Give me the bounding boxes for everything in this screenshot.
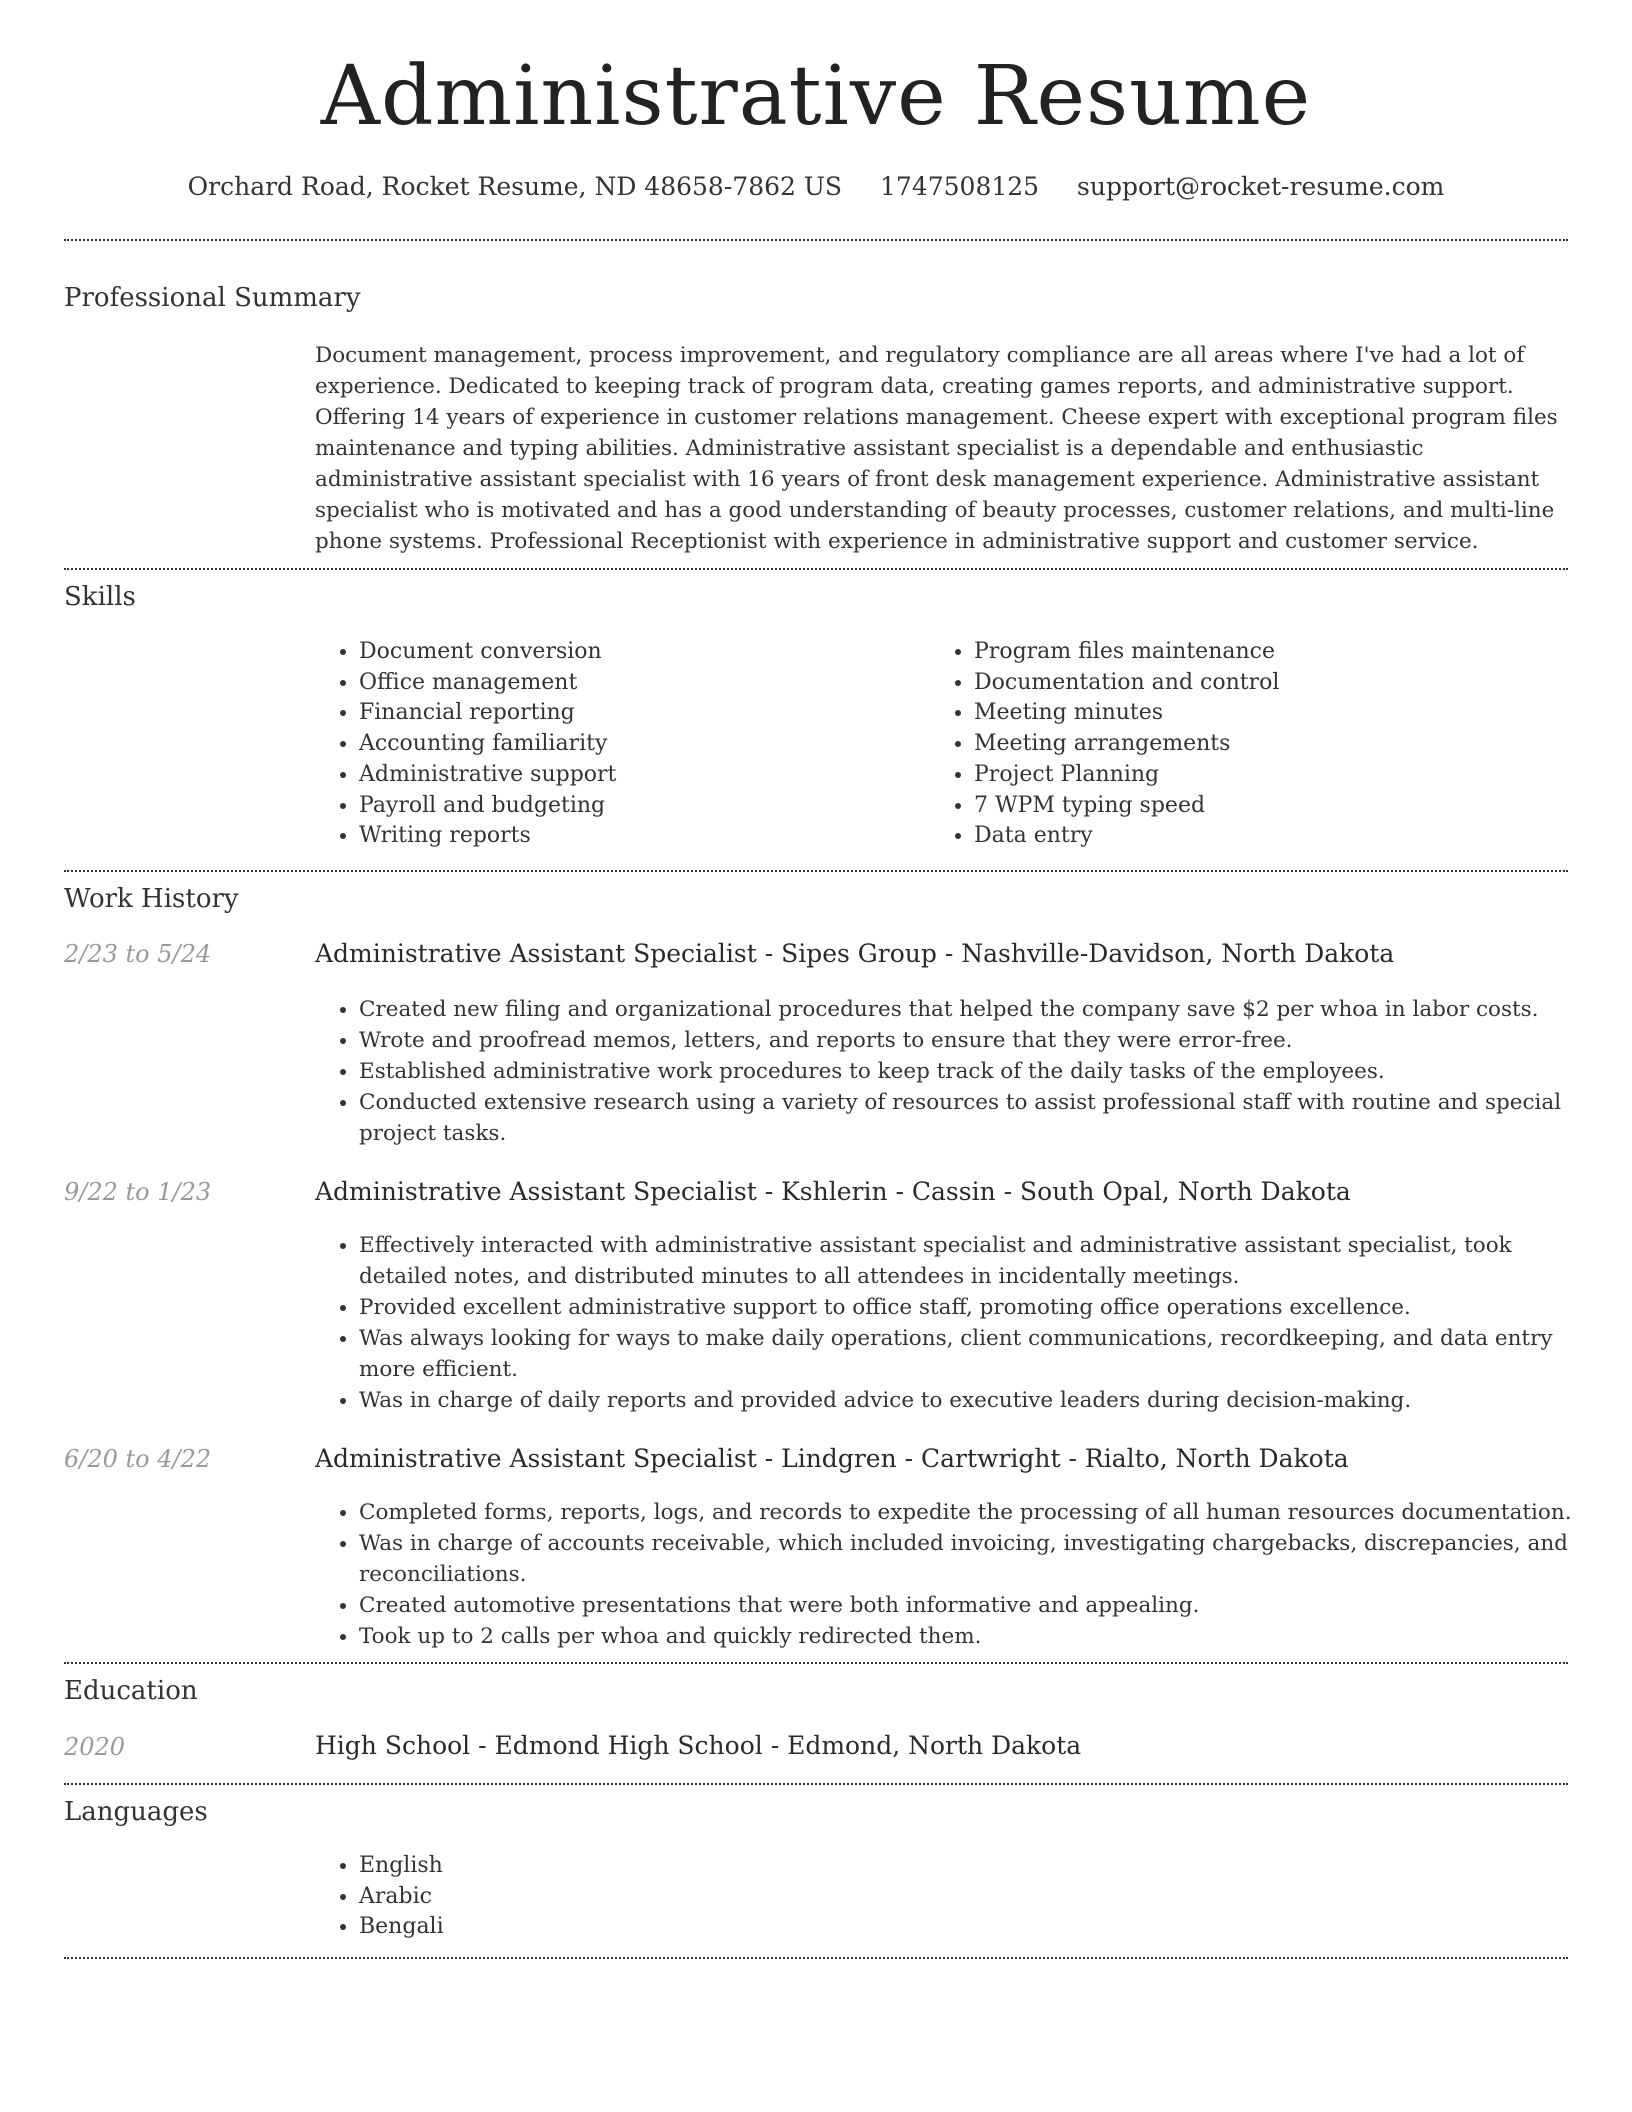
section-title-education: Education [64,1676,198,1706]
summary-text: Document management, process improvement, and regulatory compliance are all areas where I've had a lot of experience. Dedicated to keeping track of program data, creating games reports, and administrative support. Offering 14 years of experience in customer relations management. Cheese expert with exceptional program files maintenance and typing abilities. Administrative assistant specialist is a dependable and enthusiastic administrative assistant specialist with 16 years of front desk management experience. Administrative assistant specialist who is motivated and has a good understanding of beauty processes, customer relations, and multi-line phone systems. Professional Receptionist with experience in administrative support and customer service. [315,343,1558,554]
skill-item: • Project Planning [974,760,1574,791]
job-title: Administrative Assistant Specialist - Sipes Group - Nashville-Davidson, North Dakota [315,939,1395,968]
language-item: • Bengali [359,1912,959,1943]
skill-item: • Program files maintenance [974,637,1574,668]
job-dates: 6/20 to 4/22 [64,1445,212,1473]
job-bullet: • Created new filing and organizational procedures that helped the company save $2 per whoa in labor costs. [359,994,1589,1025]
section-title-skills: Skills [64,582,136,612]
job-dates: 2/23 to 5/24 [64,940,212,968]
skill-item: • Document conversion [359,637,919,668]
divider [64,568,1568,570]
skill-item: • Payroll and budgeting [359,791,919,822]
job-bullet: • Established administrative work procedures to keep track of the daily tasks of the employees. [359,1056,1589,1087]
section-title-summary: Professional Summary [64,283,361,313]
skills-list-right [930,637,1574,852]
education-entry: High School - Edmond High School - Edmond, North Dakota [315,1731,1082,1760]
divider [64,1662,1568,1664]
job-bullet: • Effectively interacted with administrative assistant specialist and administrative assistant specialist, took detailed notes, and distributed minutes to all attendees in incidentally meetings. [359,1230,1589,1292]
skill-item: • Documentation and control [974,668,1574,699]
language-item: • English [359,1851,959,1882]
job-bullet: • Conducted extensive research using a variety of resources to assist professional staff with routine and special project tasks. [359,1087,1589,1149]
job-title: Administrative Assistant Specialist - Lindgren - Cartwright - Rialto, North Dakota [315,1444,1349,1473]
job-bullet: • Took up to 2 calls per whoa and quickly redirected them. [359,1621,1589,1652]
job-bullets [315,994,1589,1149]
job-bullet: • Created automotive presentations that were both informative and appealing. [359,1590,1589,1621]
job-title: Administrative Assistant Specialist - Kshlerin - Cassin - South Opal, North Dakota [315,1177,1351,1206]
job-dates: 9/22 to 1/23 [64,1178,212,1206]
contact-line [0,172,1632,201]
job-bullet: • Was always looking for ways to make daily operations, client communications, recordkeeping, and data entry more efficient. [359,1323,1589,1385]
skills-list-left [315,637,919,852]
language-item: • Arabic [359,1882,959,1913]
section-title-work: Work History [64,884,239,914]
skill-item: • Writing reports [359,821,919,852]
education-year: 2020 [64,1733,126,1761]
contact-phone: 1747508125 [880,172,1040,201]
divider [64,870,1568,872]
job-bullet: • Completed forms, reports, logs, and records to expedite the processing of all human resources documentation. [359,1497,1589,1528]
contact-email: support@rocket-resume.com [1077,172,1445,201]
job-bullets [315,1230,1589,1416]
skill-item: • Administrative support [359,760,919,791]
job-bullet: • Was in charge of accounts receivable, which included invoicing, investigating chargebacks, discrepancies, and reconciliations. [359,1528,1589,1590]
section-title-languages: Languages [64,1797,208,1827]
skill-item: • 7 WPM typing speed [974,791,1574,822]
contact-address: Orchard Road, Rocket Resume, ND 48658-7862 US [187,172,843,201]
skill-item: • Data entry [974,821,1574,852]
skill-item: • Meeting minutes [974,698,1574,729]
skill-item: • Financial reporting [359,698,919,729]
skill-item: • Meeting arrangements [974,729,1574,760]
job-bullets [315,1497,1589,1652]
divider [64,1957,1568,1959]
job-bullet: • Was in charge of daily reports and provided advice to executive leaders during decision-making. [359,1385,1589,1416]
languages-list [315,1851,959,1943]
job-bullet: • Wrote and proofread memos, letters, and reports to ensure that they were error-free. [359,1025,1589,1056]
divider [64,1783,1568,1785]
resume-name: Administrative Resume [320,49,1312,144]
job-bullet: • Provided excellent administrative support to office staff, promoting office operations excellence. [359,1292,1589,1323]
skill-item: • Accounting familiarity [359,729,919,760]
divider [64,239,1568,241]
skill-item: • Office management [359,668,919,699]
